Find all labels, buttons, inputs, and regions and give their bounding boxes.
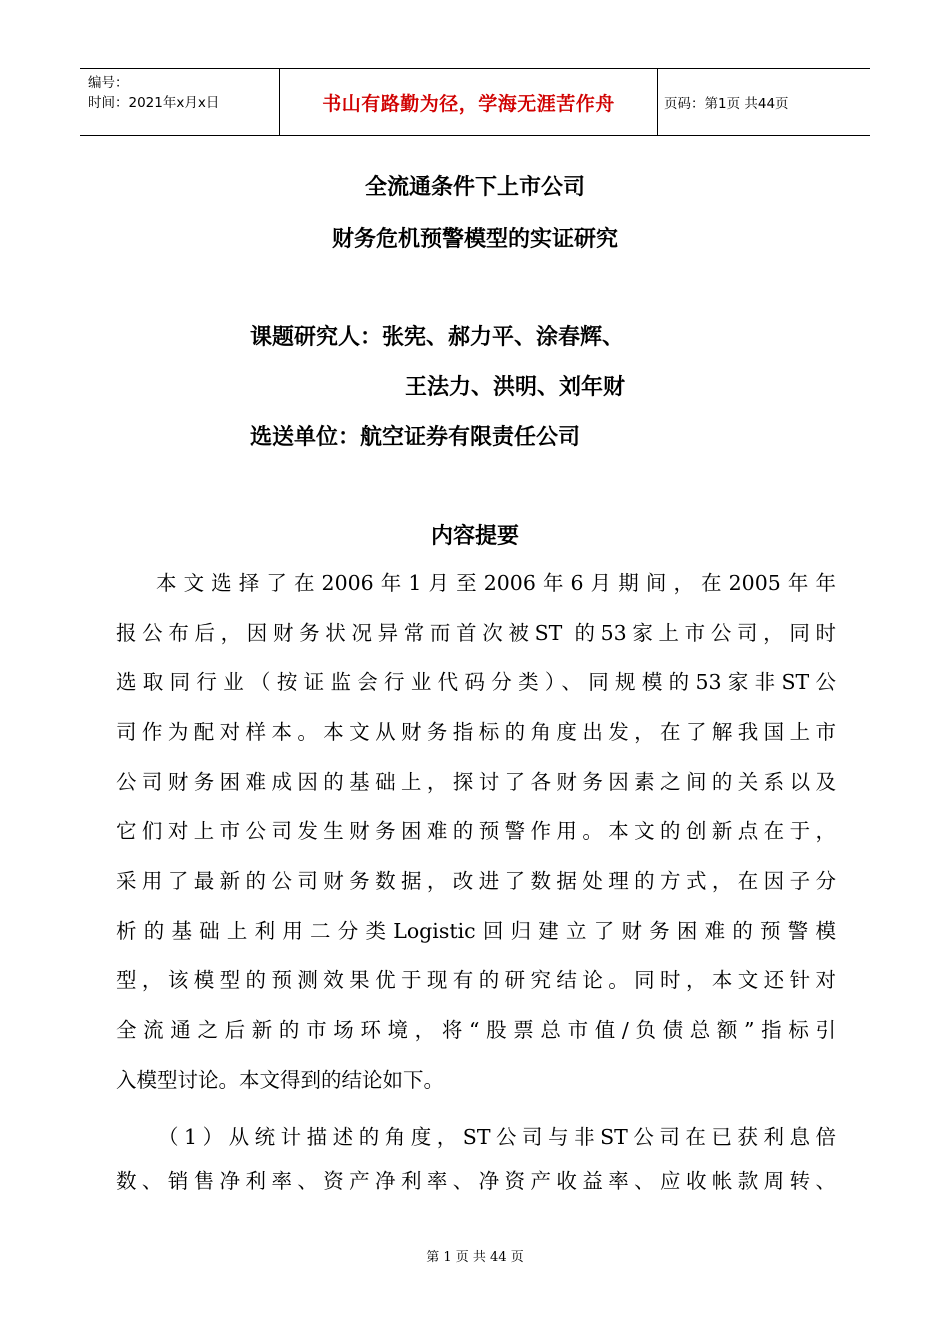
abstract-line: 型，该模型的预测效果优于现有的研究结论。同时，本文还针对 xyxy=(116,968,836,992)
document-header xyxy=(80,68,870,136)
header-meta xyxy=(80,69,280,135)
abstract-line: 全流通之后新的市场环境，将“股票总市值/负债总额”指标引 xyxy=(116,1018,836,1042)
abstract-line: 数、销售净利率、资产净利率、净资产收益率、应收帐款周转、 xyxy=(116,1169,836,1193)
researchers-line-2: 王法力、洪明、刘年财 xyxy=(405,375,626,400)
abstract-line: 本文选择了在2006年1月至2006年6月期间，在2005年年 xyxy=(156,571,836,595)
abstract-heading: 内容提要 xyxy=(430,524,519,549)
abstract-line: 公司财务困难成因的基础上，探讨了各财务因素之间的关系以及 xyxy=(116,770,836,794)
header-page-info: 页码：第1页 共44页 xyxy=(664,96,789,112)
abstract-line: 析的基础上利用二分类Logistic回归建立了财务困难的预警模 xyxy=(116,919,836,943)
header-number-label: 编号： xyxy=(88,75,129,91)
document-title-line-1: 全流通条件下上市公司 xyxy=(364,175,585,200)
page-footer: 第 1 页 共 44 页 xyxy=(426,1250,524,1265)
abstract-line: 采用了最新的公司财务数据，改进了数据处理的方式，在因子分 xyxy=(116,869,836,893)
abstract-line: 报公布后，因财务状况异常而首次被ST 的53家上市公司，同时 xyxy=(116,621,836,645)
abstract-line: 入模型讨论。本文得到的结论如下。 xyxy=(116,1068,444,1092)
abstract-line: 选取同行业（按证监会行业代码分类）、同规模的53家非ST公 xyxy=(116,670,836,694)
abstract-line: 它们对上市公司发生财务困难的预警作用。本文的创新点在于， xyxy=(116,819,836,843)
submitting-unit: 选送单位：航空证券有限责任公司 xyxy=(250,425,581,450)
abstract-line: 司作为配对样本。本文从财务指标的角度出发，在了解我国上市 xyxy=(116,720,836,744)
header-time-label: 时间：2021年x月x日 xyxy=(88,95,220,111)
header-motto: 书山有路勤为径，学海无涯苦作舟 xyxy=(280,69,658,135)
researchers-line-1: 课题研究人：张宪、郝力平、涂春辉、 xyxy=(250,325,625,350)
document-title-line-2: 财务危机预警模型的实证研究 xyxy=(331,227,618,252)
abstract-line: （1）从统计描述的角度，ST公司与非ST公司在已获利息倍 xyxy=(158,1125,836,1149)
